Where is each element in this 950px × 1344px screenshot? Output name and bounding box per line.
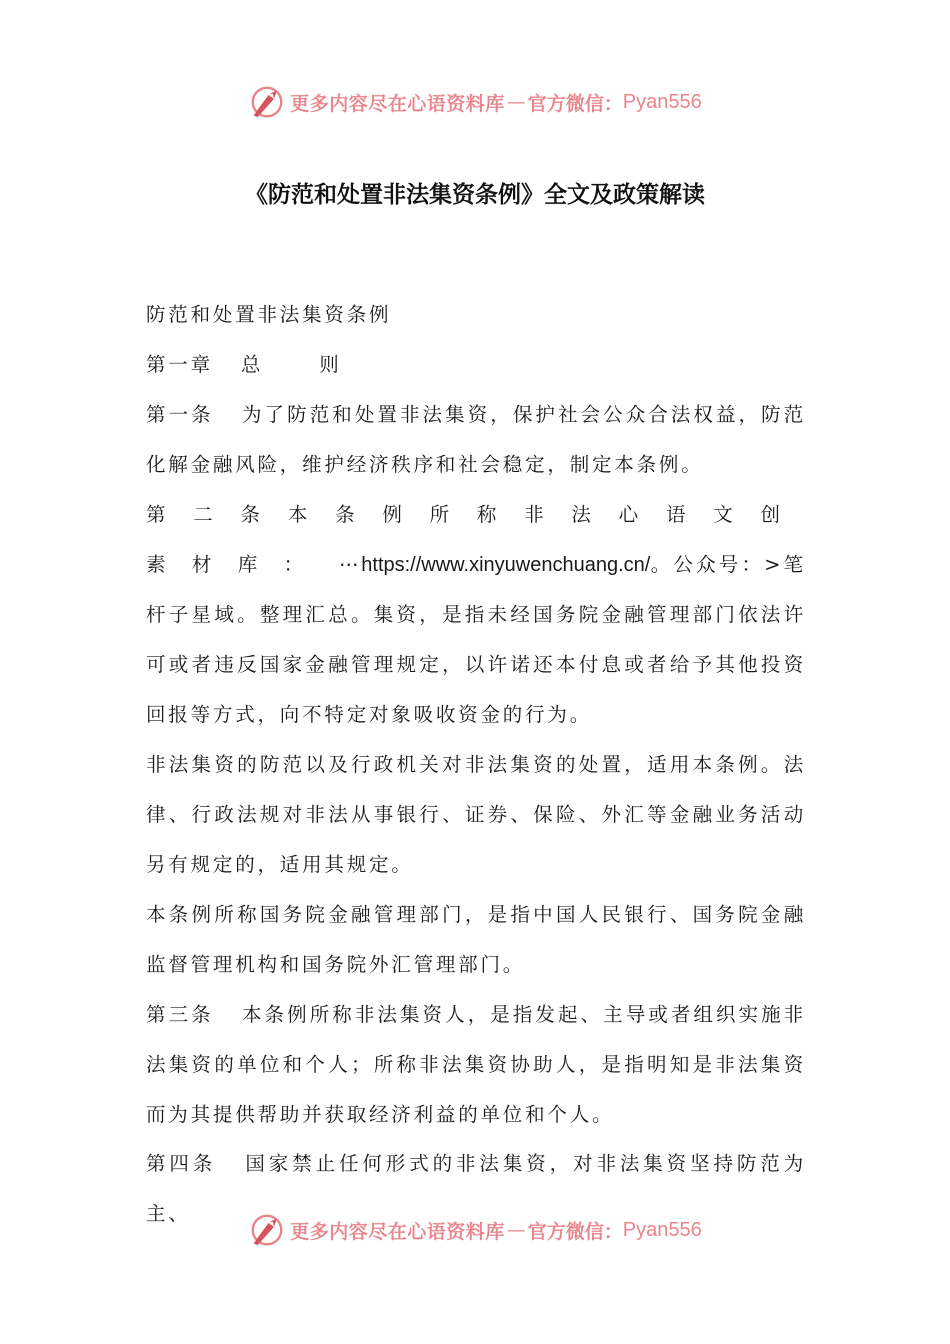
pen-nib-logo-icon	[248, 83, 286, 121]
banner-text: 更多内容尽在心语资料库	[290, 1220, 505, 1243]
banner-id-value: Pyan556	[622, 1218, 702, 1241]
chapter-label: 第一章	[146, 352, 213, 376]
footer-banner	[0, 1208, 950, 1252]
paragraph-scope: 非法集资的防范以及行政机关对非法集资的处置，适用本条例。法律、行政法规对非法从事银行、证券、保险、外汇等金融业务活动另有规定的，适用其规定。	[146, 753, 806, 876]
pen-nib-logo-icon	[248, 1211, 286, 1249]
article-1-label: 第一条	[146, 402, 214, 426]
document-body	[146, 290, 806, 1239]
source-url: https://www.xinyuwenchuang.cn/	[361, 553, 651, 576]
article-4-text: 国家禁止任何形式的非法集资，对非法集资坚持防范为主、	[146, 1152, 807, 1226]
article-2-intro: 本条例所称非法心语文创素材库：	[146, 502, 806, 576]
chapter-word-1: 总	[240, 352, 264, 376]
article-2-label: 第二条	[146, 502, 288, 526]
chapter-heading	[146, 340, 806, 390]
article-3	[146, 990, 806, 1140]
banner-id-label: 官方微信：	[527, 1220, 623, 1243]
paragraph-dept: 本条例所称国务院金融管理部门，是指中国人民银行、国务院金融监督管理机构和国务院外汇管理部门。	[146, 902, 806, 976]
banner-id-value: Pyan556	[622, 90, 702, 113]
article-4-label: 第四条	[146, 1152, 217, 1176]
article-3-text: 本条例所称非法集资人，是指发起、主导或者组织实施非法集资的单位和个人；所称非法集资协助人，是指明知是非法集资而为其提供帮助并获取经济利益的单位和个人。	[146, 1002, 806, 1126]
doc-name: 防范和处置非法集资条例	[146, 303, 392, 326]
banner-separator: —	[506, 91, 526, 113]
article-1-text: 为了防范和处置非法集资，保护社会公众合法权益，防范化解金融风险，维护经济秩序和社会稳定，制定本条例。	[146, 402, 806, 476]
article-2-rest: 。公众号：>笔杆子星域。整理汇总。集资，是指未经国务院金融管理部门依法许可或者违反国家金融管理规定，以许诺还本付息或者给予其他投资回报等方式，向不特定对象吸收资金的行为。	[146, 552, 806, 727]
page-title: 《防范和处置非法集资条例》全文及政策解读	[245, 182, 705, 208]
banner-separator: —	[506, 1219, 526, 1241]
article-1	[146, 390, 806, 490]
chapter-word-2: 则	[319, 352, 342, 376]
banner-text: 更多内容尽在心语资料库	[290, 92, 505, 115]
ellipsis: ⋯	[338, 552, 362, 576]
article-3-label: 第三条	[146, 1002, 214, 1026]
header-banner	[0, 80, 950, 124]
banner-id-label: 官方微信：	[527, 92, 623, 115]
article-2	[146, 490, 806, 741]
